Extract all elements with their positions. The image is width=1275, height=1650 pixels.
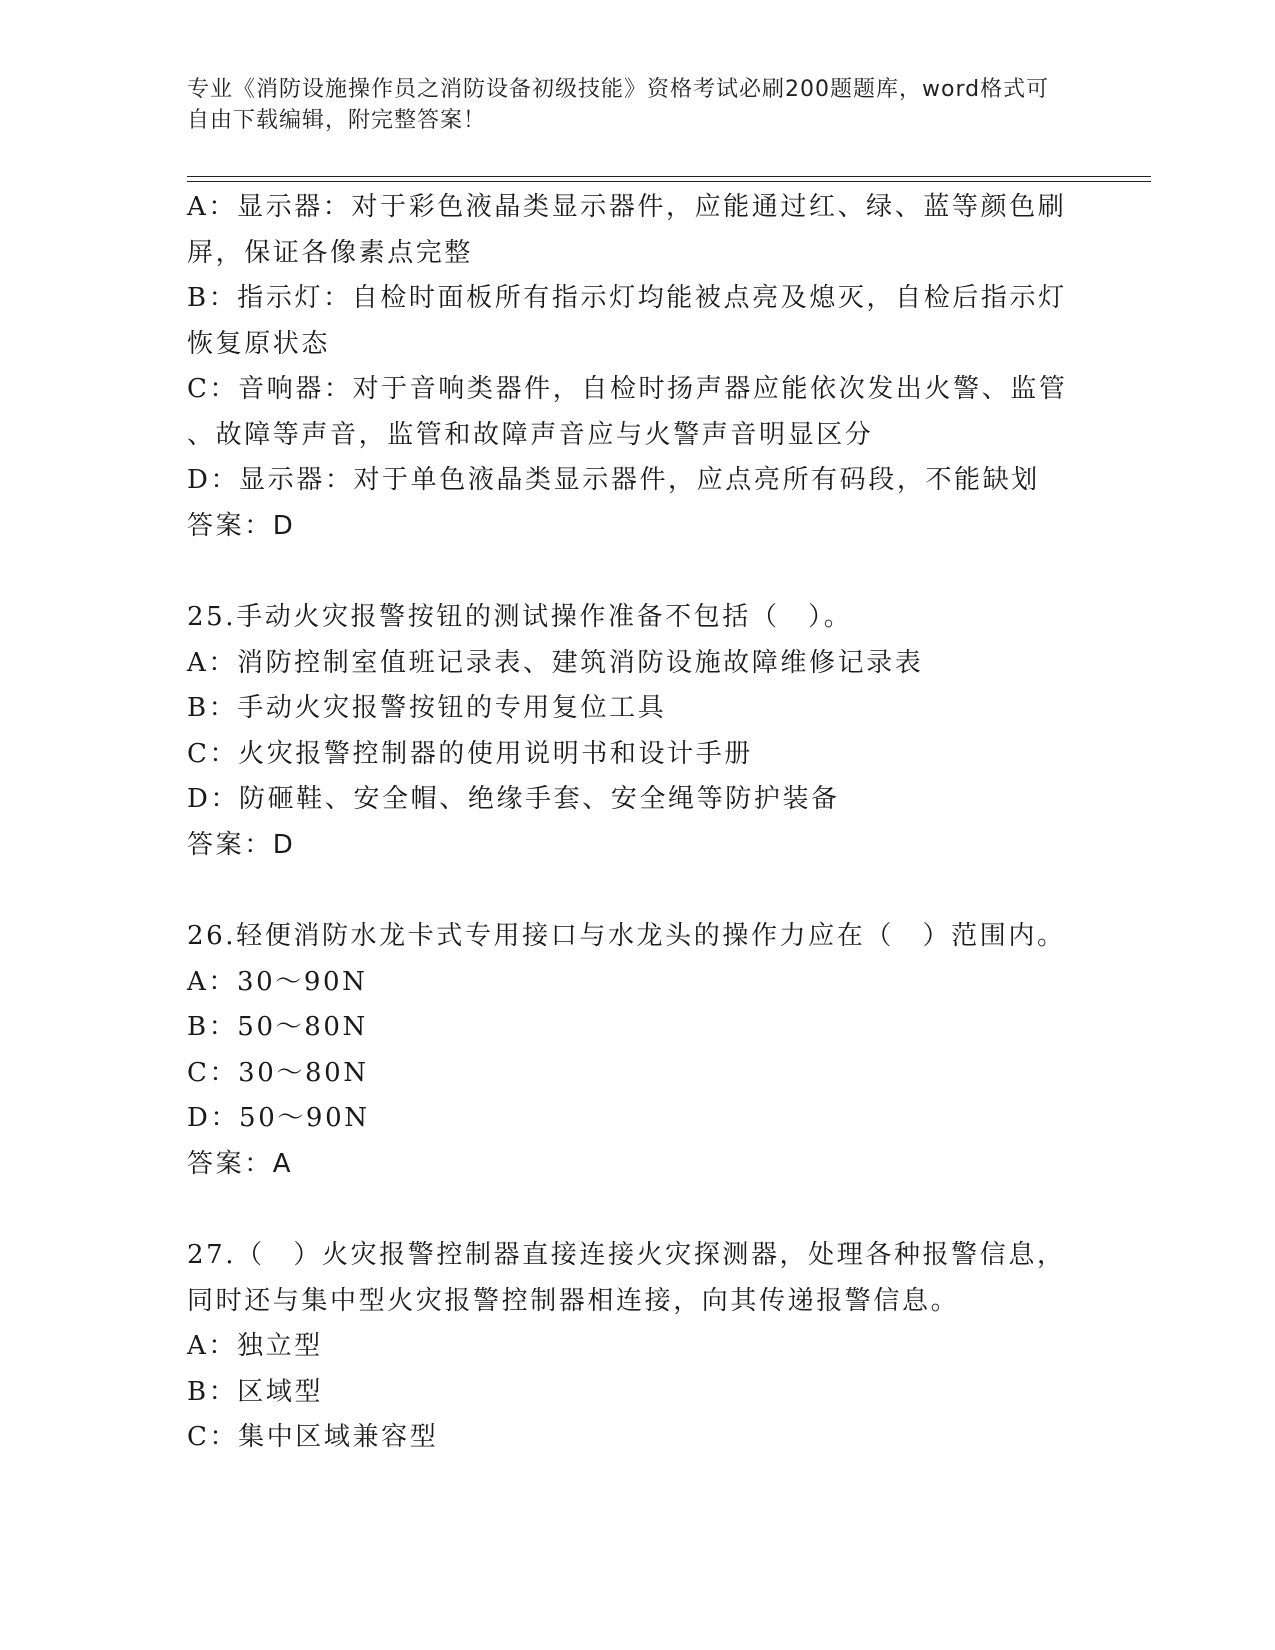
answer-option: C：30～80N [187, 1057, 369, 1088]
answer-option: 屏，保证各像素点完整 [187, 237, 474, 268]
answer-option: B：手动火灾报警按钮的专用复位工具 [187, 693, 667, 723]
question-gap [187, 1187, 1087, 1233]
answer-option: C：音响器：对于音响类器件，自检时扬声器应能依次发出火警、监管 [187, 374, 1068, 404]
answer-option: A：消防控制室值班记录表、建筑消防设施故障维修记录表 [187, 647, 924, 678]
question-block [187, 185, 1087, 549]
question-gap [187, 868, 1087, 914]
answer-option: A：独立型 [187, 1331, 323, 1361]
answer-option: A：显示器：对于彩色液晶类显示器件，应能通过红、绿、蓝等颜色刷 [187, 192, 1067, 222]
answer-option: D：防砸鞋、安全帽、绝缘手套、安全绳等防护装备 [187, 784, 840, 814]
question-stem: 26.轻便消防水龙卡式专用接口与水龙头的操作力应在（ ）范围内。 [187, 921, 1066, 951]
answer-option: C：集中区域兼容型 [187, 1422, 439, 1452]
question-stem: 同时还与集中型火灾报警控制器相连接，向其传递报警信息。 [187, 1285, 960, 1316]
question-stem: 27.（ ）火灾报警控制器直接连接火灾探测器，处理各种报警信息， [187, 1240, 1066, 1270]
document-header: 专业《消防设施操作员之消防设备初级技能》资格考试必刷200题题库，word格式可自由下载编辑，附完整答案！ [187, 77, 1050, 133]
answer-key: 答案：A [187, 1148, 294, 1179]
header-rule-top [187, 176, 1151, 177]
answer-key: 答案：D [187, 510, 296, 541]
question-list [187, 185, 1087, 1461]
answer-option: 、故障等声音，监管和故障声音应与火警声音明显区分 [187, 419, 874, 450]
answer-option: B：50～80N [187, 1012, 368, 1042]
question-block [187, 914, 1087, 1187]
answer-option: C：火灾报警控制器的使用说明书和设计手册 [187, 738, 753, 769]
answer-option: D：显示器：对于单色液晶类显示器件，应点亮所有码段，不能缺划 [187, 465, 1040, 495]
question-block [187, 1233, 1087, 1461]
answer-option: B：指示灯：自检时面板所有指示灯均能被点亮及熄灭，自检后指示灯 [187, 283, 1067, 313]
answer-option: A：30～90N [187, 966, 368, 997]
question-block [187, 595, 1087, 868]
header-rule-bottom [187, 181, 1151, 182]
answer-option: B：区域型 [187, 1376, 324, 1407]
question-gap [187, 549, 1087, 595]
answer-key: 答案：D [187, 829, 296, 860]
question-stem: 25.手动火灾报警按钮的测试操作准备不包括（ ）。 [187, 602, 853, 632]
answer-option: 恢复原状态 [187, 328, 331, 359]
answer-option: D：50～90N [187, 1103, 370, 1133]
